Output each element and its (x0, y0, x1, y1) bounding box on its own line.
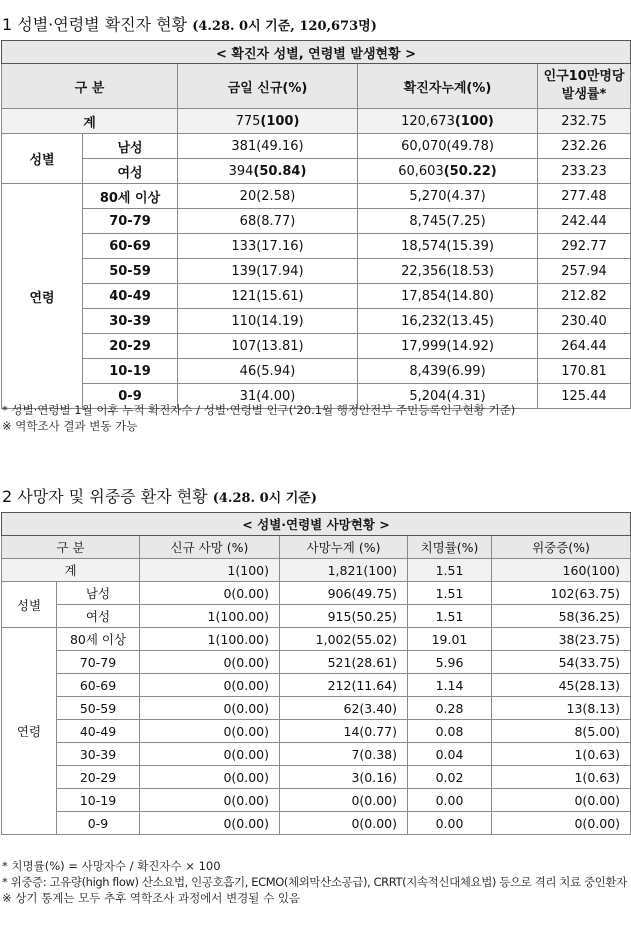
row-label: 남성 (57, 582, 140, 605)
table-row (2, 334, 631, 359)
row-label: 0-9 (57, 812, 140, 835)
table-row (2, 766, 631, 789)
cell-rate: 212.82 (538, 284, 631, 309)
row-label: 40-49 (83, 284, 178, 309)
row-label: 60-69 (57, 674, 140, 697)
cell-cumulative: 906(49.75) (280, 582, 408, 605)
cell-severe: 8(5.00) (492, 720, 631, 743)
cell-new: 1(100) (140, 559, 280, 582)
table-row (2, 812, 631, 835)
cell-new: 1(100.00) (140, 628, 280, 651)
cell-cumulative: 521(28.61) (280, 651, 408, 674)
row-label: 20-29 (83, 334, 178, 359)
confirmed-cases-table (1, 40, 631, 409)
cell-fatality: 0.08 (408, 720, 492, 743)
table-caption: < 성별·연령별 사망현황 > (2, 513, 631, 536)
cell-cumulative: 8,745(7.25) (358, 209, 538, 234)
cell-new: 0(0.00) (140, 720, 280, 743)
row-label: 50-59 (57, 697, 140, 720)
cell-cumulative: 18,574(15.39) (358, 234, 538, 259)
cell-new: 0(0.00) (140, 766, 280, 789)
cell-rate: 257.94 (538, 259, 631, 284)
cell-cumulative: 5,204(4.31) (358, 384, 538, 409)
cell-new: 68(8.77) (178, 209, 358, 234)
cell-severe: 38(23.75) (492, 628, 631, 651)
cell-cumulative: 60,070(49.78) (358, 134, 538, 159)
row-label: 10-19 (83, 359, 178, 384)
row-label: 20-29 (57, 766, 140, 789)
cell-cumulative (358, 159, 538, 184)
cell-new: 20(2.58) (178, 184, 358, 209)
cell-cumulative: 212(11.64) (280, 674, 408, 697)
cell-new: 0(0.00) (140, 674, 280, 697)
table-row (2, 628, 631, 651)
table-row (2, 209, 631, 234)
row-label: 10-19 (57, 789, 140, 812)
header-category: 구 분 (2, 64, 178, 109)
table-row (2, 284, 631, 309)
cell-fatality: 0.00 (408, 812, 492, 835)
header-severe: 위중증(%) (492, 536, 631, 559)
value: 60,603 (398, 163, 444, 179)
cell-cumulative: 5,270(4.37) (358, 184, 538, 209)
cell-rate: 233.23 (538, 159, 631, 184)
cell-rate: 292.77 (538, 234, 631, 259)
table-row (2, 743, 631, 766)
section1-title: 1 성별·연령별 확진자 현황 (2, 15, 188, 34)
cell-new: 0(0.00) (140, 651, 280, 674)
value-bold: (100) (260, 113, 300, 129)
cell-severe: 0(0.00) (492, 812, 631, 835)
section1-title-line (2, 12, 377, 35)
cell-rate: 170.81 (538, 359, 631, 384)
cell-cumulative: 16,232(13.45) (358, 309, 538, 334)
cell-rate: 232.26 (538, 134, 631, 159)
row-label: 여성 (57, 605, 140, 628)
table-row (2, 159, 631, 184)
cell-rate: 232.75 (538, 109, 631, 134)
cell-new: 110(14.19) (178, 309, 358, 334)
row-label: 계 (2, 109, 178, 134)
table-row (2, 651, 631, 674)
section2-title-line (2, 484, 317, 507)
row-label: 남성 (83, 134, 178, 159)
table-row (2, 674, 631, 697)
value: 775 (235, 113, 261, 129)
table-row (2, 234, 631, 259)
table-row (2, 359, 631, 384)
cell-new: 46(5.94) (178, 359, 358, 384)
group-label-age: 연령 (2, 628, 57, 835)
deaths-table (1, 512, 631, 835)
cell-new: 1(100.00) (140, 605, 280, 628)
cell-severe: 13(8.13) (492, 697, 631, 720)
section1-subtitle: (4.28. 0시 기준, 120,673명) (192, 19, 377, 34)
table-row (2, 697, 631, 720)
value: 394 (228, 163, 254, 179)
section2-subtitle: (4.28. 0시 기준) (212, 491, 317, 506)
table-row (2, 789, 631, 812)
cell-rate: 277.48 (538, 184, 631, 209)
cell-cumulative: 17,854(14.80) (358, 284, 538, 309)
cell-new: 121(15.61) (178, 284, 358, 309)
cell-cumulative: 915(50.25) (280, 605, 408, 628)
row-label: 60-69 (83, 234, 178, 259)
section1-notes (2, 402, 628, 434)
table-row (2, 259, 631, 284)
cell-fatality: 0.28 (408, 697, 492, 720)
table-row (2, 134, 631, 159)
row-label: 계 (2, 559, 140, 582)
row-label: 80세 이상 (83, 184, 178, 209)
cell-fatality: 0.02 (408, 766, 492, 789)
cell-fatality: 1.51 (408, 582, 492, 605)
row-label: 80세 이상 (57, 628, 140, 651)
cell-severe: 54(33.75) (492, 651, 631, 674)
table-row (2, 582, 631, 605)
row-label: 70-79 (57, 651, 140, 674)
section2-title: 2 사망자 및 위중증 환자 현황 (2, 487, 208, 506)
cell-cumulative: 1,002(55.02) (280, 628, 408, 651)
cell-new: 107(13.81) (178, 334, 358, 359)
cell-cumulative: 8,439(6.99) (358, 359, 538, 384)
cell-new: 0(0.00) (140, 697, 280, 720)
cell-new: 139(17.94) (178, 259, 358, 284)
cell-cumulative: 0(0.00) (280, 812, 408, 835)
note: * 치명률(%) = 사망자수 / 확진자수 × 100 (2, 859, 221, 873)
row-label: 50-59 (83, 259, 178, 284)
cell-new: 0(0.00) (140, 582, 280, 605)
cell-rate: 125.44 (538, 384, 631, 409)
header-category: 구 분 (2, 536, 140, 559)
cell-severe: 1(0.63) (492, 743, 631, 766)
cell-fatality: 0.00 (408, 789, 492, 812)
cell-severe: 45(28.13) (492, 674, 631, 697)
cell-fatality: 5.96 (408, 651, 492, 674)
row-label: 0-9 (83, 384, 178, 409)
note: ※ 역학조사 결과 변동 가능 (2, 419, 138, 433)
cell-severe: 1(0.63) (492, 766, 631, 789)
cell-new: 0(0.00) (140, 812, 280, 835)
cell-cumulative: 7(0.38) (280, 743, 408, 766)
value-bold: (50.22) (443, 163, 497, 179)
cell-cumulative (358, 109, 538, 134)
cell-cumulative: 22,356(18.53) (358, 259, 538, 284)
value: 120,673 (401, 113, 455, 129)
cell-rate: 242.44 (538, 209, 631, 234)
header-new: 금일 신규(%) (178, 64, 358, 109)
table-caption: < 확진자 성별, 연령별 발생현황 > (2, 41, 631, 64)
cell-new (178, 159, 358, 184)
cell-new: 31(4.00) (178, 384, 358, 409)
group-label-sex: 성별 (2, 134, 83, 184)
cell-cumulative: 3(0.16) (280, 766, 408, 789)
cell-rate: 264.44 (538, 334, 631, 359)
cell-severe: 58(36.25) (492, 605, 631, 628)
header-cumulative-deaths: 사망누계 (%) (280, 536, 408, 559)
cell-new: 133(17.16) (178, 234, 358, 259)
header-rate: 인구10만명당 발생률* (538, 64, 631, 109)
value-bold: (50.84) (253, 163, 307, 179)
cell-new (178, 109, 358, 134)
note: * 위중증: 고유량(high flow) 산소요법, 인공호흡기, ECMO(체외막산소공급), CRRT(지속적신대체요법) 등으로 격리 치료 중인환자 (2, 875, 627, 889)
cell-fatality: 1.51 (408, 605, 492, 628)
value-bold: (100) (454, 113, 494, 129)
note: ※ 상기 통계는 모두 추후 역학조사 과정에서 변경될 수 있음 (2, 891, 301, 905)
cell-cumulative: 1,821(100) (280, 559, 408, 582)
cell-cumulative: 14(0.77) (280, 720, 408, 743)
table-row (2, 184, 631, 209)
cell-new: 0(0.00) (140, 789, 280, 812)
group-label-age: 연령 (2, 184, 83, 409)
table-row (2, 605, 631, 628)
group-label-sex: 성별 (2, 582, 57, 628)
header-fatality: 치명률(%) (408, 536, 492, 559)
section2-notes (2, 858, 630, 906)
cell-fatality: 19.01 (408, 628, 492, 651)
cell-severe: 102(63.75) (492, 582, 631, 605)
row-label: 40-49 (57, 720, 140, 743)
cell-fatality: 0.04 (408, 743, 492, 766)
cell-cumulative: 0(0.00) (280, 789, 408, 812)
header-new-deaths: 신규 사망 (%) (140, 536, 280, 559)
cell-fatality: 1.14 (408, 674, 492, 697)
row-label: 여성 (83, 159, 178, 184)
table-row (2, 559, 631, 582)
cell-new: 381(49.16) (178, 134, 358, 159)
cell-severe: 0(0.00) (492, 789, 631, 812)
row-label: 30-39 (83, 309, 178, 334)
table-row (2, 109, 631, 134)
row-label: 30-39 (57, 743, 140, 766)
table-row (2, 309, 631, 334)
cell-severe: 160(100) (492, 559, 631, 582)
cell-cumulative: 62(3.40) (280, 697, 408, 720)
cell-rate: 230.40 (538, 309, 631, 334)
note: * 성별·연령별 1월 이후 누적 확진자수 / 성별·연령별 인구('20.1월 행정안전부 주민등록인구현황 기준) (2, 403, 516, 417)
cell-fatality: 1.51 (408, 559, 492, 582)
row-label: 70-79 (83, 209, 178, 234)
table-row (2, 720, 631, 743)
cell-cumulative: 17,999(14.92) (358, 334, 538, 359)
header-cumulative: 확진자누계(%) (358, 64, 538, 109)
cell-new: 0(0.00) (140, 743, 280, 766)
